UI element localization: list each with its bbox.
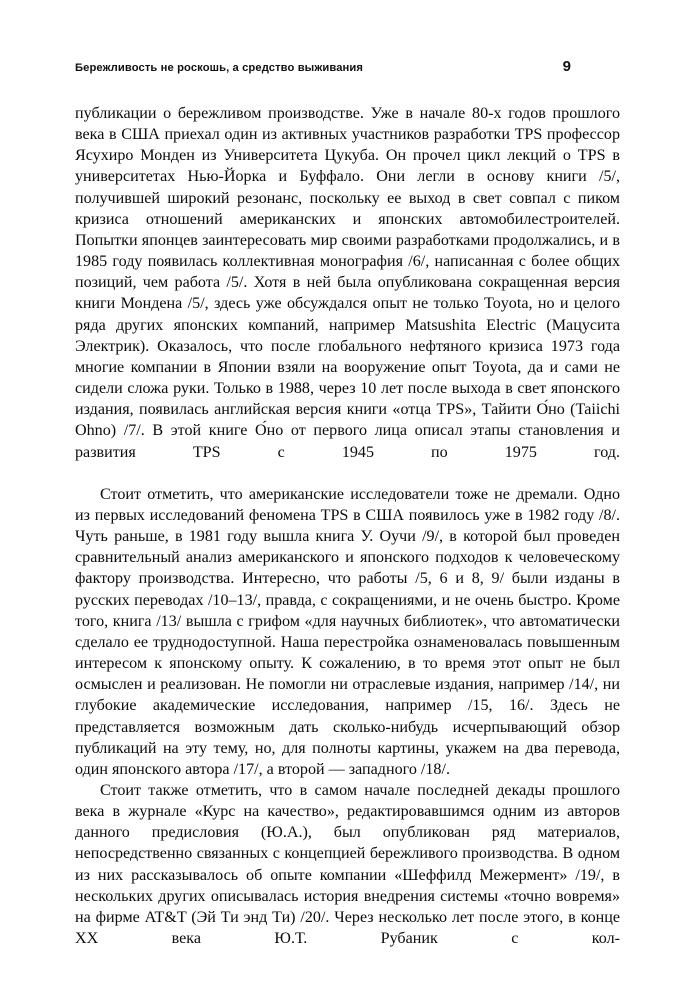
running-head-title: Бережливость не роскошь, а средство выживания [75,62,364,74]
body-text-block [75,103,620,970]
paragraph-continued: публикации о бережливом производстве. Уже в начале 80-х годов прошлого века в США приехал один из активных участников разработки TPS профессор Ясухиро Монден из Университета Цукуба. Он прочел цикл лекций о TPS в университетах Нью-Йорка и Буффало. Они легли в основу книги /5/, получившей широкий резонанс, поскольку ее выход в свет совпал с пиком кризиса отношений американских и японских автомобилестроителей. Попытки японцев заинтересовать мир своими разработками продолжались, и в 1985 году появилась коллективная монография /6/, написанная с более общих позиций, чем работа /5/. Хотя в ней была опубликована сокращенная версия книги Мондена /5/, здесь уже обсуждался опыт не только Toyota, но и целого ряда других японских компаний, например Matsushita Electric (Мацусита Электрик). Оказалось, что после глобального нефтяного кризиса 1973 года многие компании в Японии взяли на вооружение опыт Toyota, да и сами не сидели сложа руки. Только в 1988, через 10 лет после выхода в свет японского издания, появилась английская версия книги «отца TPS», Тайити О́но (Taiichi Ohno) /7/. В этой книге О́но от первого лица описал этапы становления и развития TPS с 1945 по 1975 год. [75,105,620,461]
page-number: 9 [562,58,571,75]
running-head [75,58,620,78]
paragraph: Стоит отметить, что американские исследователи тоже не дремали. Одно из первых исследований феномена TPS в США появилось уже в 1982 году /8/. Чуть раньше, в 1981 году вышла книга У. Оучи /9/, в которой был проведен сравнительный анализ американского и японского подходов к человеческому фактору производства. Интересно, что работы /5, 6 и 8, 9/ были изданы в русских переводах /10–13/, правда, с сокращениями, и не очень быстро. Кроме того, книга /13/ вышла с грифом «для научных библиотек», что автоматически сделало ее труднодоступной. Наша перестройка ознаменовалась повышенным интересом к японскому опыту. К сожалению, в то время этот опыт не был осмыслен и реализован. Не помогли ни отраслевые издания, например /14/, ни глубокие академические исследования, например /15, 16/. Здесь не представляется возможным дать сколько-нибудь исчерпывающий обзор публикаций на эту тему, но, для полноты картины, укажем на два перевода, один японского автора /17/, а второй — западного /18/. [75,485,620,778]
paragraph-continues-next-page: Стоит также отметить, что в самом начале последней декады прошлого века в журнале «Курс на качество», редактировавшимся одним из авторов данного предисловия (Ю.А.), был опубликован ряд материалов, непосредственно связанных с концепцией бережливого производства. В одном из них рассказывалось об опыте компании «Шеффилд Межермент» /19/, в нескольких других описывалась история внедрения системы «точно вовремя» на фирме AT&T (Эй Ти энд Ти) /20/. Через несколько лет после этого, в конце XX века Ю.Т. Рубаник с кол- [75,782,620,948]
